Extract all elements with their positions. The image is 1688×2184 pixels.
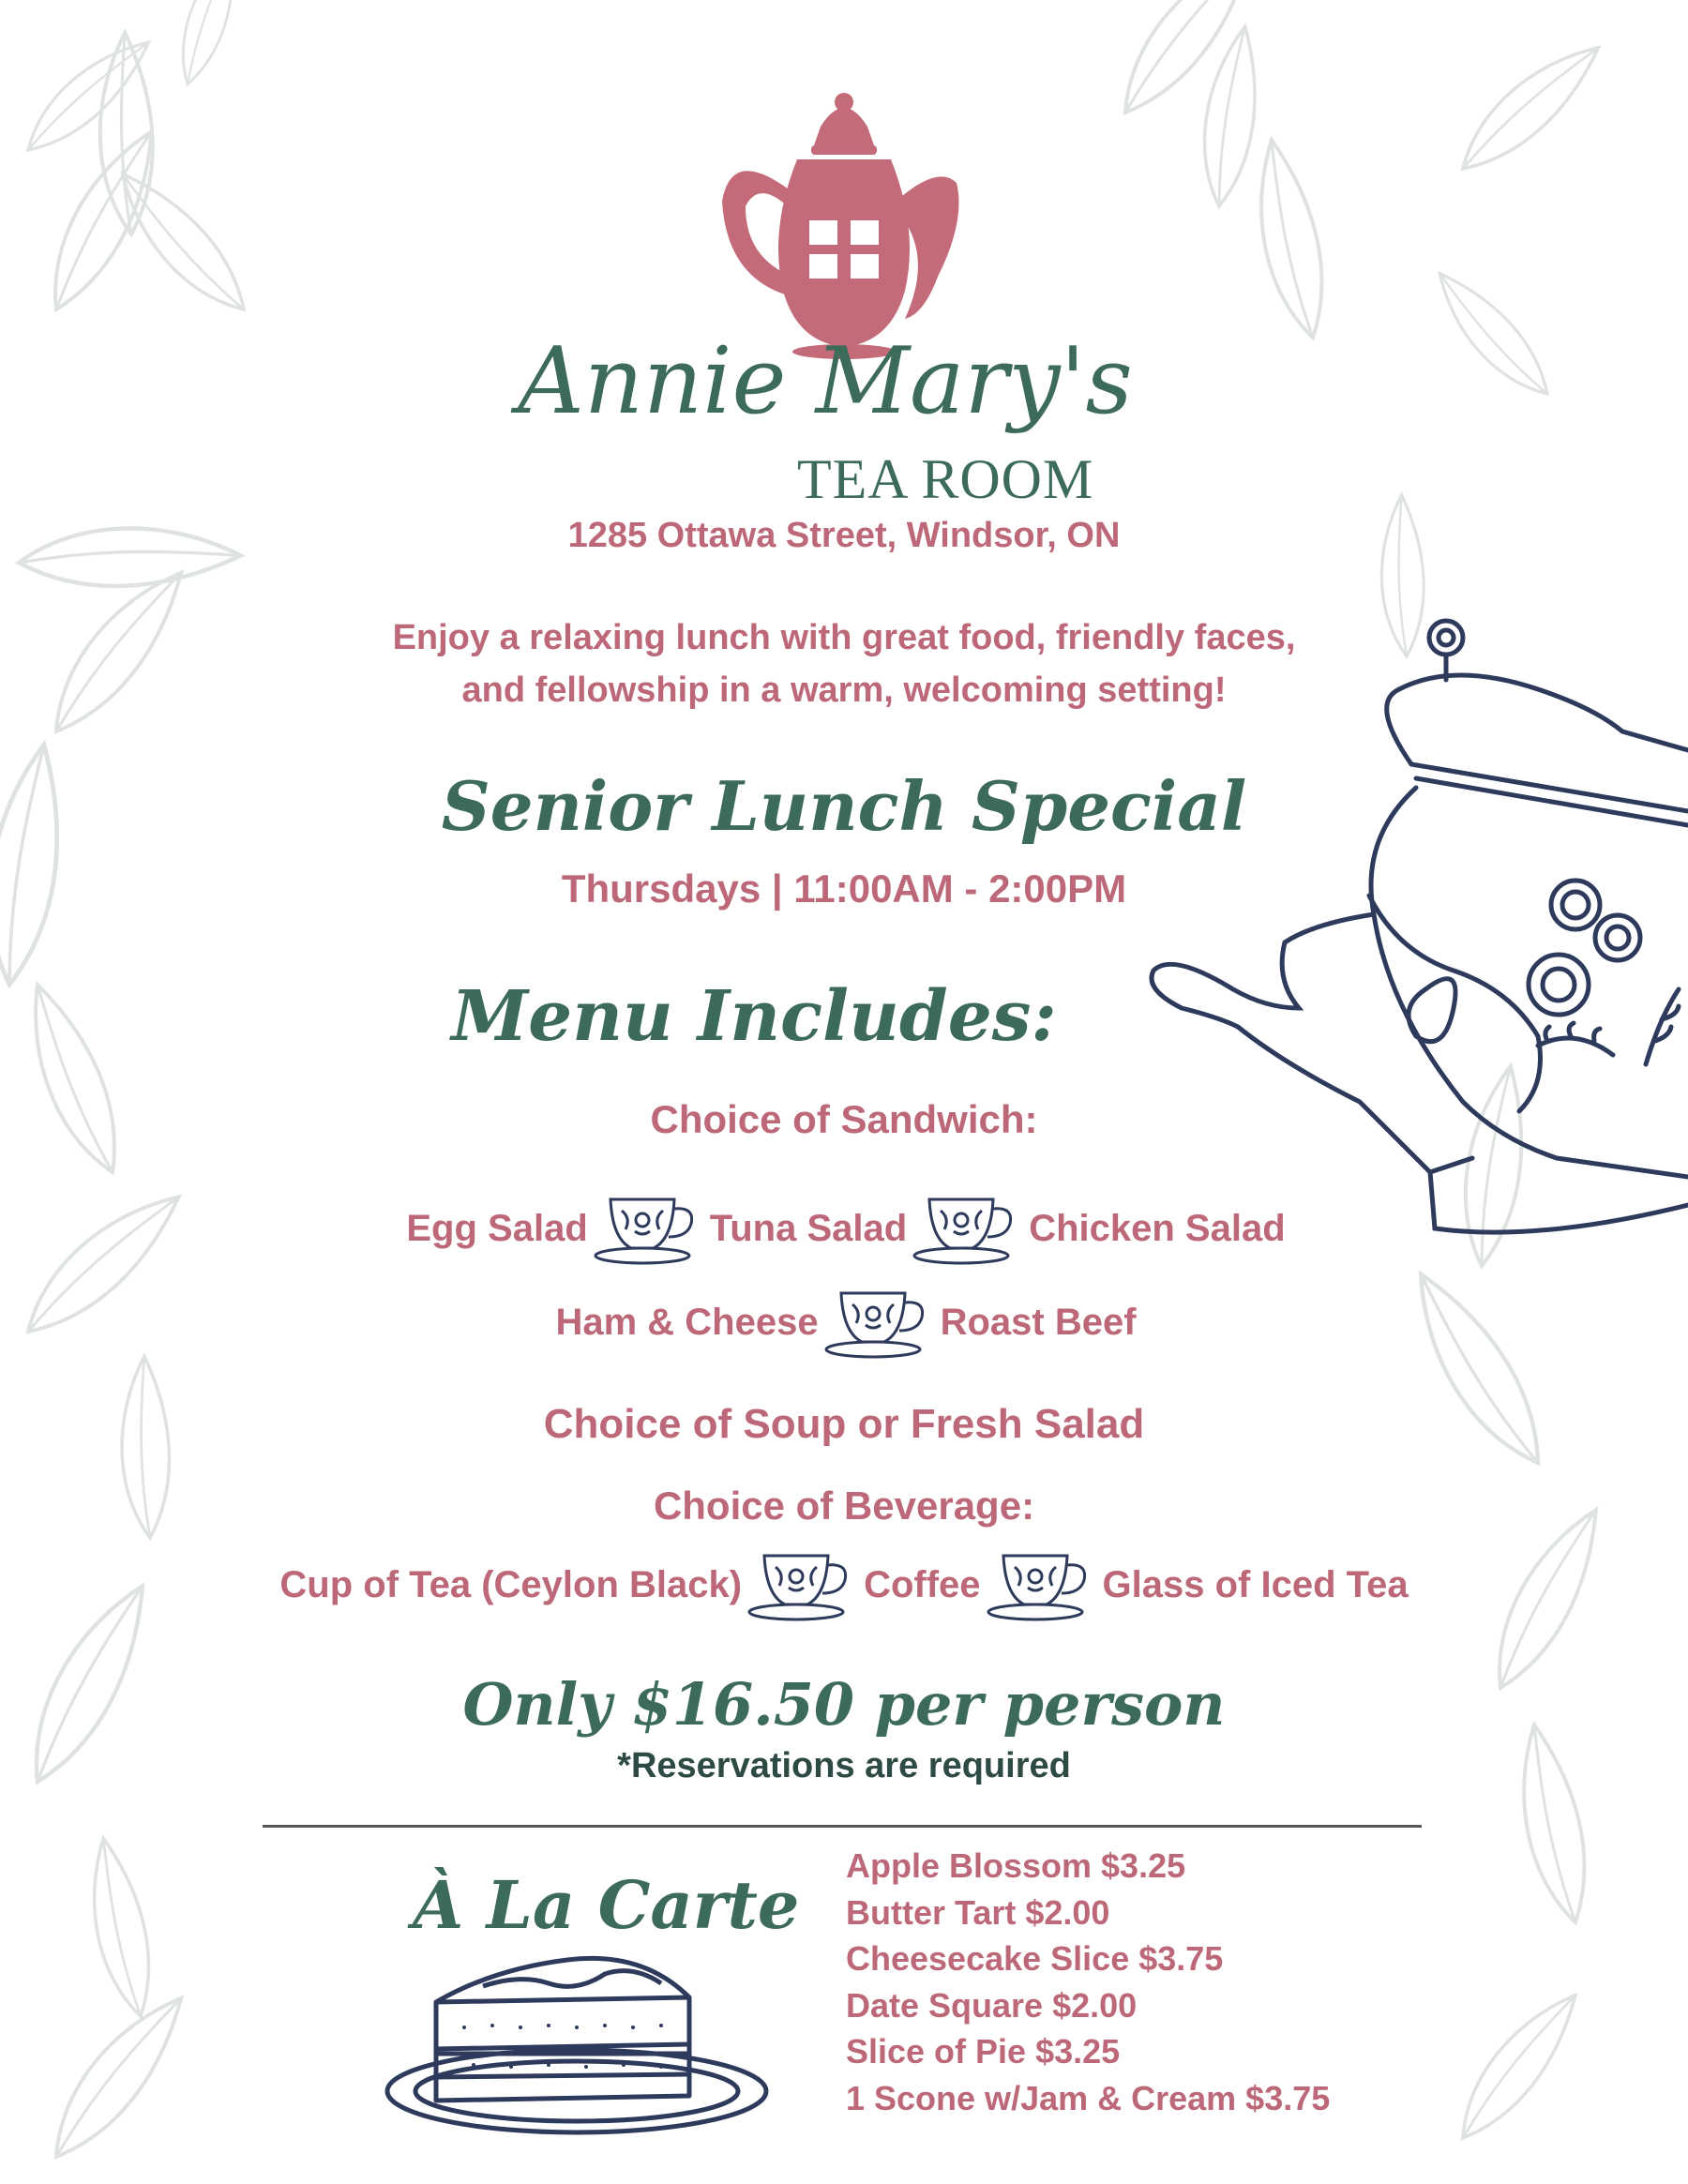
- intro-line-2: and fellowship in a warm, welcoming setting!: [461, 670, 1227, 710]
- menu-item: Tuna Salad: [709, 1207, 908, 1249]
- teacup-icon: [912, 1190, 1023, 1267]
- sandwich-row-1: [2, 1186, 1688, 1271]
- reservation-note: *Reservations are required: [617, 1746, 1071, 1785]
- brand-sub-name: TEA ROOM: [797, 448, 1094, 510]
- beverage-row: [0, 1543, 1688, 1627]
- menu-item: Glass of Iced Tea: [1102, 1563, 1409, 1605]
- menu-item: Cup of Tea (Ceylon Black): [279, 1563, 743, 1605]
- a-la-carte-title: À La Carte: [413, 1866, 800, 1944]
- carte-item: Cheesecake Slice $3.75: [846, 1939, 1224, 1978]
- cake-slice-icon: [380, 1951, 774, 2138]
- carte-item: Slice of Pie $3.25: [846, 2032, 1121, 2071]
- menu-item: Ham & Cheese: [555, 1301, 819, 1343]
- carte-item: Date Square $2.00: [846, 1985, 1138, 2025]
- special-title: Senior Lunch Special: [441, 766, 1247, 846]
- sandwich-row-2: [2, 1280, 1688, 1364]
- menu-item: Roast Beef: [940, 1301, 1137, 1343]
- sandwich-heading: Choice of Sandwich:: [650, 1097, 1038, 1141]
- address: 1285 Ottawa Street, Windsor, ON: [567, 516, 1121, 555]
- carte-item: Butter Tart $2.00: [846, 1892, 1110, 1932]
- menu-item: Chicken Salad: [1029, 1207, 1286, 1249]
- teacup-icon: [747, 1546, 858, 1623]
- teacup-icon: [987, 1546, 1097, 1623]
- intro-line-1: Enjoy a relaxing lunch with great food, friendly faces,: [392, 618, 1296, 657]
- carte-item: 1 Scone w/Jam & Cream $3.75: [846, 2078, 1331, 2117]
- menu-item: Coffee: [864, 1563, 981, 1605]
- menu-heading: Menu Includes:: [451, 976, 1057, 1057]
- teacup-icon: [824, 1284, 935, 1361]
- menu-item: Egg Salad: [406, 1207, 588, 1249]
- brand-script-name: Annie Mary's: [518, 328, 1133, 435]
- decorative-teapot-icon: [1144, 614, 1688, 1252]
- price-text: Only $16.50 per person: [462, 1670, 1226, 1739]
- divider: [263, 1825, 1422, 1828]
- carte-item: Apple Blossom $3.25: [846, 1846, 1186, 1885]
- soup-salad-heading: Choice of Soup or Fresh Salad: [543, 1401, 1145, 1447]
- teacup-icon: [594, 1190, 704, 1267]
- a-la-carte-list: [846, 1843, 1330, 2121]
- special-schedule: Thursdays | 11:00AM - 2:00PM: [561, 866, 1127, 911]
- beverage-heading: Choice of Beverage:: [653, 1484, 1035, 1528]
